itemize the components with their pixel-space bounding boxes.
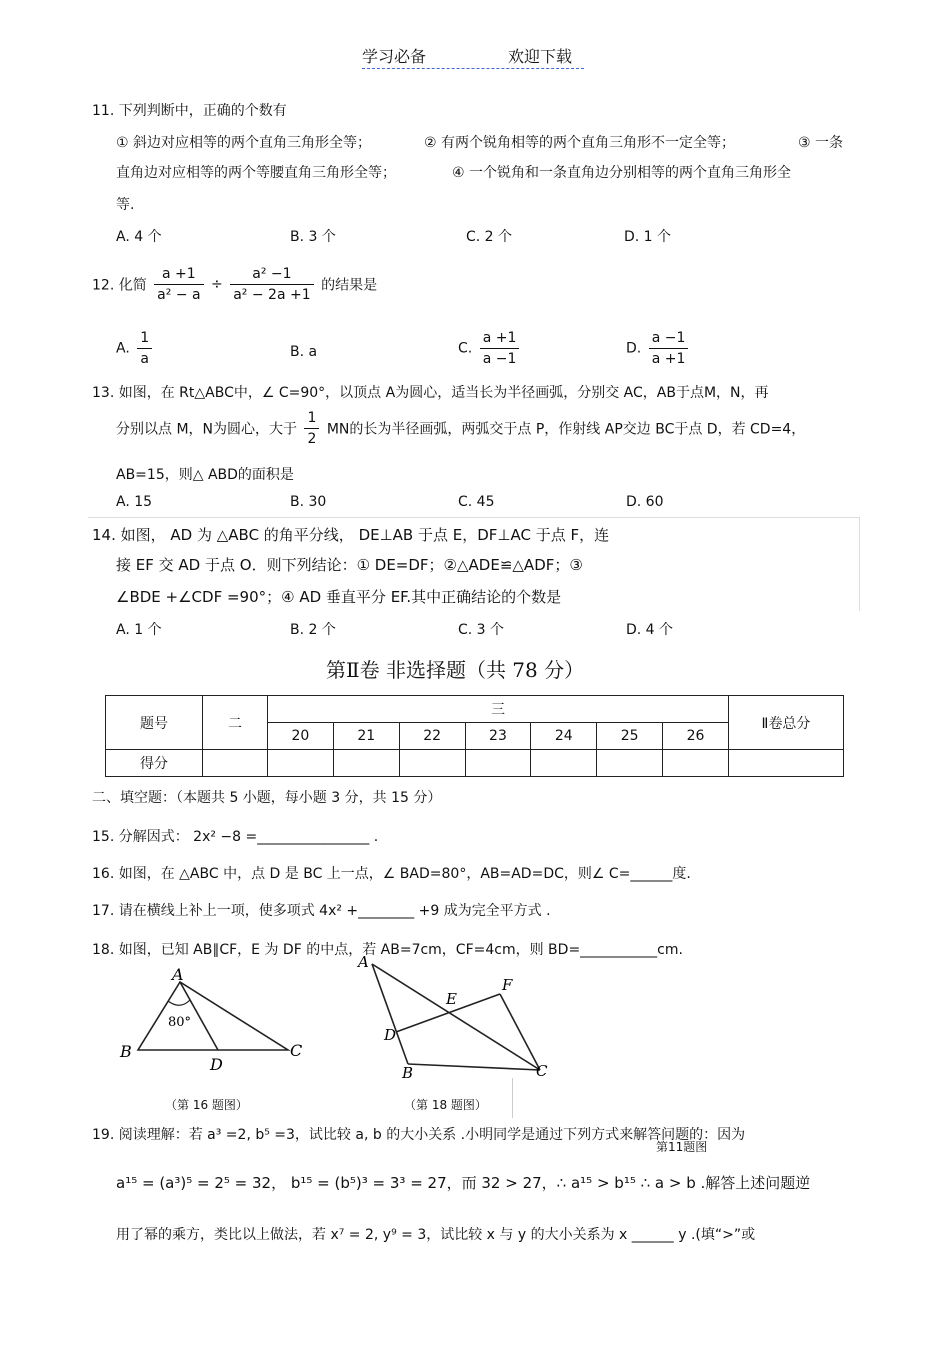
q15: 15. 分解因式： 2x² −8 =________________ . bbox=[92, 829, 379, 845]
q12-expression bbox=[92, 264, 377, 305]
score-table-total: Ⅱ卷总分 bbox=[729, 696, 844, 750]
score-table-col-three: 三 bbox=[268, 696, 729, 723]
q12-option-c-label: C. bbox=[458, 340, 473, 357]
score-cell bbox=[203, 750, 268, 777]
q11-line1a: ① 斜边对应相等的两个直角三角形全等； bbox=[116, 135, 371, 151]
score-table-label-score: 得分 bbox=[106, 750, 203, 777]
q12-f2-denominator: a² − 2a +1 bbox=[233, 287, 311, 303]
q13-line2-part-b: MN的长为半径画弧，两弧交于点 P，作射线 AP交边 BC于点 D，若 CD=4， bbox=[326, 421, 806, 438]
q12-f1-numerator: a +1 bbox=[154, 264, 203, 285]
score-table-num: 20 bbox=[268, 723, 334, 750]
q13-line2 bbox=[116, 408, 805, 449]
label-angle: 80° bbox=[168, 1015, 192, 1030]
q14-option-c: C. 3 个 bbox=[458, 622, 505, 638]
q16: 16. 如图，在 △ABC 中，点 D 是 BC 上一点，∠ BAD=80°，AB=AD=DC，则∠ C=______度. bbox=[92, 866, 691, 882]
q13-fraction-num: 1 bbox=[304, 408, 319, 429]
q12-option-a-fraction bbox=[137, 328, 152, 369]
score-table-num: 23 bbox=[465, 723, 531, 750]
q12-divide-sign: ÷ bbox=[211, 276, 223, 293]
score-cell bbox=[465, 750, 531, 777]
q12-option-a bbox=[116, 328, 155, 369]
q14-option-d: D. 4 个 bbox=[626, 622, 674, 638]
q12-option-c-fraction bbox=[480, 328, 520, 369]
score-table-num: 22 bbox=[399, 723, 465, 750]
q11-option-a: A. 4 个 bbox=[116, 229, 162, 245]
q11-stem: 11. 下列判断中，正确的个数有 bbox=[92, 103, 287, 119]
label-a: A bbox=[358, 953, 369, 971]
q14-frame-top bbox=[88, 517, 860, 518]
angle-arc bbox=[168, 1000, 190, 1005]
q12-option-d bbox=[626, 328, 691, 369]
q12-option-a-den: a bbox=[140, 351, 149, 367]
q12-option-d-fraction bbox=[649, 328, 689, 369]
q19-line3: 用了幂的乘方，类比以上做法，若 x⁷ = 2, y⁹ = 3，试比较 x 与 y 的大小关系为 x ______ y .(填“>”或 bbox=[116, 1227, 756, 1243]
label-a: A bbox=[172, 965, 184, 984]
segment-fc bbox=[500, 994, 540, 1070]
segment-bc bbox=[408, 1064, 540, 1070]
score-table-col-two: 二 bbox=[203, 696, 268, 750]
q12-stem: 12. 化简 bbox=[92, 277, 147, 294]
q11-option-b: B. 3 个 bbox=[290, 229, 336, 245]
q12-fraction-2 bbox=[230, 264, 313, 305]
q13-option-d: D. 60 bbox=[626, 494, 664, 510]
section-2-title: 第Ⅱ卷 非选择题（共 78 分） bbox=[326, 658, 585, 682]
score-table-num: 24 bbox=[531, 723, 597, 750]
q12-option-d-num: a −1 bbox=[649, 328, 689, 349]
q13-option-b: B. 30 bbox=[290, 494, 327, 510]
q14-option-b: B. 2 个 bbox=[290, 622, 336, 638]
q13-line1: 13. 如图，在 Rt△ABC中，∠ C=90°，以顶点 A为圆心，适当长为半径画弧，分别交 AC，AB于点M，N，再 bbox=[92, 385, 769, 401]
label-b: B bbox=[402, 1064, 414, 1082]
q14-line3: ∠BDE +∠CDF =90°；④ AD 垂直平分 EF.其中正确结论的个数是 bbox=[116, 588, 562, 606]
q13-option-a: A. 15 bbox=[116, 494, 153, 510]
q12-option-a-num: 1 bbox=[137, 328, 152, 349]
score-table bbox=[105, 695, 844, 777]
score-cell bbox=[399, 750, 465, 777]
q12-option-a-label: A. bbox=[116, 340, 130, 357]
q12-option-c bbox=[458, 328, 522, 369]
q11-option-c: C. 2 个 bbox=[466, 229, 513, 245]
score-table-num: 26 bbox=[663, 723, 729, 750]
score-cell bbox=[663, 750, 729, 777]
label-c: C bbox=[536, 1062, 548, 1080]
score-cell bbox=[333, 750, 399, 777]
figure-18-caption: （第 18 题图） bbox=[404, 1098, 487, 1112]
q12-option-b: B. a bbox=[290, 344, 318, 360]
label-b: B bbox=[120, 1042, 132, 1061]
q12-option-c-num: a +1 bbox=[480, 328, 520, 349]
q19-line2: a¹⁵ = (a³)⁵ = 2⁵ = 32， b¹⁵ = (b⁵)³ = 3³ = 27，而 32 > 27，∴ a¹⁵ > b¹⁵ ∴ a > b .解答上述问题逆 bbox=[116, 1174, 811, 1192]
q13-line3: AB=15，则△ ABD的面积是 bbox=[116, 467, 294, 483]
q12-f2-numerator: a² −1 bbox=[230, 264, 313, 285]
q13-line2-part-a: 分别以点 M，N为圆心，大于 bbox=[116, 421, 298, 438]
label-d: D bbox=[384, 1026, 397, 1044]
page-header bbox=[362, 44, 584, 69]
label-d: D bbox=[210, 1055, 223, 1072]
figure-18 bbox=[352, 952, 558, 1082]
header-left: 学习必备 bbox=[362, 47, 427, 66]
figure-16-caption: （第 16 题图） bbox=[165, 1098, 248, 1112]
score-cell bbox=[729, 750, 844, 777]
label-e: E bbox=[446, 990, 457, 1008]
q14-frame-right bbox=[859, 517, 860, 611]
score-cell bbox=[531, 750, 597, 777]
q12-option-d-label: D. bbox=[626, 340, 642, 357]
q11-line1c: ③ 一条 bbox=[798, 135, 844, 151]
score-cell bbox=[597, 750, 663, 777]
q14-option-a: A. 1 个 bbox=[116, 622, 162, 638]
score-table-label-number: 题号 bbox=[106, 696, 203, 750]
segment-ac bbox=[372, 964, 540, 1070]
label-f: F bbox=[502, 976, 513, 994]
q12-tail: 的结果是 bbox=[321, 277, 378, 294]
q11-line3: 等. bbox=[116, 197, 135, 213]
figure-divider bbox=[512, 1078, 513, 1118]
q18: 18. 如图，已知 AB∥CF，E 为 DF 的中点，若 AB=7cm，CF=4cm，则 BD=___________cm. bbox=[92, 942, 683, 958]
q12-option-c-den: a −1 bbox=[482, 351, 517, 367]
score-table-num: 25 bbox=[597, 723, 663, 750]
score-cell bbox=[268, 750, 334, 777]
fill-heading: 二、填空题：（本题共 5 小题，每小题 3 分，共 15 分） bbox=[92, 790, 442, 806]
q13-option-c: C. 45 bbox=[458, 494, 495, 510]
q11-line1b: ② 有两个锐角相等的两个直角三角形不一定全等； bbox=[424, 135, 735, 151]
q13-half-fraction bbox=[304, 408, 319, 449]
q12-f1-denominator: a² − a bbox=[157, 287, 201, 303]
q19-line1: 19. 阅读理解：若 a³ =2, b⁵ =3，试比较 a, b 的大小关系 .小明同学是通过下列方式来解答问题的：因为 bbox=[92, 1127, 746, 1143]
q12-fraction-1 bbox=[154, 264, 203, 305]
header-right: 欢迎下载 bbox=[508, 47, 573, 66]
q14-line1: 14. 如图， AD 为 △ABC 的角平分线， DE⊥AB 于点 E，DF⊥AC 于点 F，连 bbox=[92, 526, 610, 544]
q11-line2b: ④ 一个锐角和一条直角边分别相等的两个直角三角形全 bbox=[452, 165, 791, 181]
figure-16 bbox=[110, 962, 320, 1072]
segment-ab bbox=[372, 964, 408, 1064]
q17: 17. 请在横线上补上一项，使多项式 4x² +________ +9 成为完全平方式 . bbox=[92, 903, 551, 919]
q11-line2a: 直角边对应相等的两个等腰直角三角形全等； bbox=[116, 165, 396, 181]
q14-line2: 接 EF 交 AD 于点 O．则下列结论：① DE=DF；②△ADE≌△ADF；③ bbox=[116, 556, 583, 574]
label-c: C bbox=[290, 1041, 303, 1060]
score-table-num: 21 bbox=[333, 723, 399, 750]
figure-11-caption: 第11题图 bbox=[656, 1140, 708, 1154]
q12-option-d-den: a +1 bbox=[651, 351, 686, 367]
q13-fraction-den: 2 bbox=[307, 431, 317, 447]
q11-option-d: D. 1 个 bbox=[624, 229, 672, 245]
